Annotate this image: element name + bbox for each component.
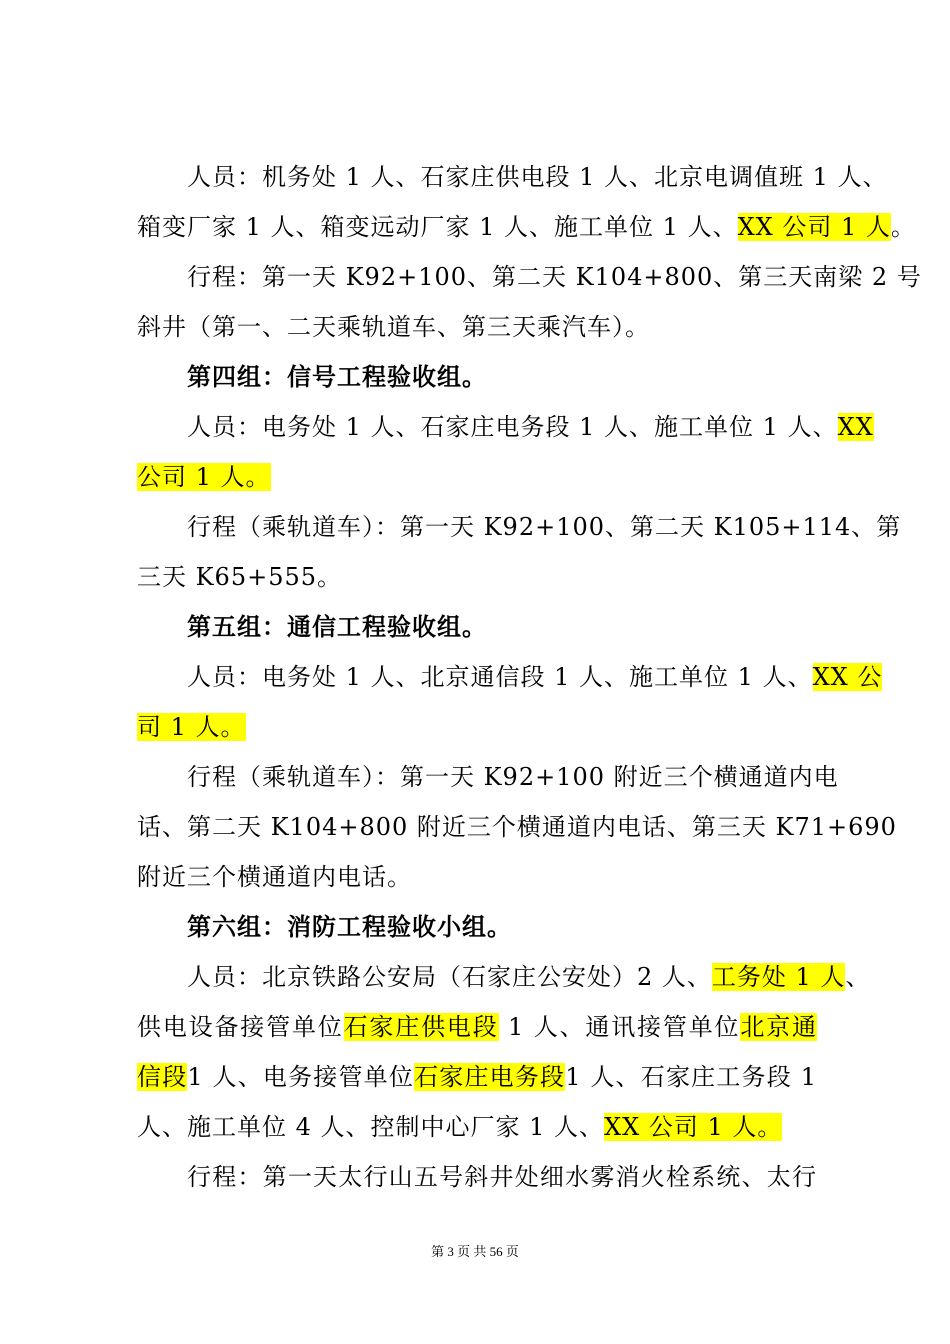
- text-line: 行程（乘轨道车）：第一天 K92+100、第二天 K105+114、第: [187, 513, 902, 541]
- text-line: 行程：第一天太行山五号斜井处细水雾消火栓系统、太行: [187, 1163, 817, 1191]
- text-line: 箱变厂家 1 人、箱变远动厂家 1 人、施工单位 1 人、XX 公司 1 人。: [137, 213, 916, 241]
- text-line: 供电设备接管单位石家庄供电段 1 人、通讯接管单位北京通: [137, 1013, 818, 1041]
- section-heading: 第六组：消防工程验收小组。: [187, 912, 512, 941]
- page-footer: 第 3 页 共 56 页: [431, 1244, 519, 1259]
- highlight: 公司 1 人。: [137, 463, 271, 491]
- text-line: 行程（乘轨道车）：第一天 K92+100 附近三个横通道内电: [187, 763, 839, 791]
- text-line: 人员：机务处 1 人、石家庄供电段 1 人、北京电调值班 1 人、: [187, 163, 888, 191]
- section-heading: 第四组：信号工程验收组。: [187, 362, 487, 391]
- text-line: 人员：北京铁路公安局（石家庄公安处）2 人、工务处 1 人、: [187, 963, 871, 991]
- text-line: 人员：电务处 1 人、北京通信段 1 人、施工单位 1 人、XX 公: [187, 663, 883, 691]
- highlight: 司 1 人。: [137, 713, 246, 741]
- highlight: XX 公司 1 人: [737, 213, 891, 241]
- highlight: 石家庄电务段: [414, 1063, 566, 1091]
- highlight: 工务处 1 人: [711, 963, 846, 991]
- text-line: 行程：第一天 K92+100、第二天 K104+800、第三天南梁 2 号: [187, 263, 922, 291]
- text-line: 人、施工单位 4 人、控制中心厂家 1 人、XX 公司 1 人。: [137, 1113, 783, 1141]
- highlight: 信段: [137, 1063, 188, 1091]
- text-line: 斜井（第一、二天乘轨道车、第三天乘汽车）。: [137, 313, 650, 341]
- highlight: XX 公: [812, 663, 883, 691]
- text-line: [137, 460, 817, 494]
- highlight: 北京通: [740, 1013, 818, 1041]
- text-line: 信段1 人、电务接管单位石家庄电务段1 人、石家庄工务段 1: [137, 1063, 818, 1091]
- text-line: 话、第二天 K104+800 附近三个横通道内电话、第三天 K71+690: [137, 813, 897, 841]
- text-line: 三天 K65+555。: [137, 563, 343, 591]
- highlight: XX 公司 1 人。: [604, 1113, 783, 1141]
- highlight: XX: [837, 413, 874, 441]
- section-heading: 第五组：通信工程验收组。: [187, 612, 487, 641]
- text-line: [137, 710, 817, 744]
- highlight: 石家庄供电段: [343, 1013, 499, 1041]
- text-line: 人员：电务处 1 人、石家庄电务段 1 人、施工单位 1 人、XX: [187, 413, 874, 441]
- text-line: 附近三个横通道内电话。: [137, 863, 412, 891]
